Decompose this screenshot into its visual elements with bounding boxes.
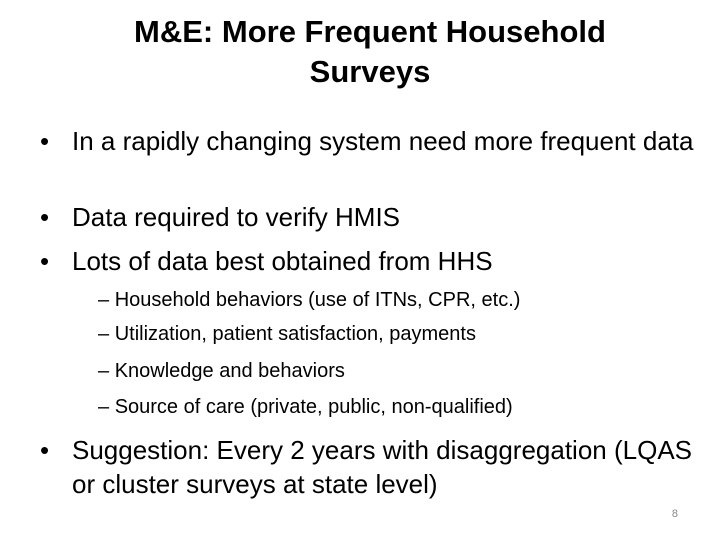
bullet-item — [40, 244, 712, 278]
slide-title-line-1: M&E: More Frequent Household — [134, 14, 606, 49]
sub-bullet-item — [98, 358, 698, 385]
dash-marker: – — [98, 396, 110, 418]
bullet-item — [40, 124, 712, 158]
slide-title — [70, 12, 670, 92]
bullet-text: In a rapidly changing system need more frequent data — [72, 126, 694, 156]
sub-bullet-text: Household behaviors (use of ITNs, CPR, etc.) — [114, 289, 521, 311]
sub-bullet-text: Utilization, patient satisfaction, payments — [114, 323, 476, 345]
bullet-item — [40, 200, 712, 234]
bullet-text: Data required to verify HMIS — [72, 202, 401, 232]
bullet-marker: • — [40, 202, 50, 232]
bullet-marker: • — [40, 435, 50, 465]
slide-title-line-2: Surveys — [309, 54, 431, 89]
dash-marker: – — [98, 289, 110, 311]
sub-bullet-item — [98, 394, 698, 421]
sub-bullet-item — [98, 321, 698, 348]
bullet-item-suggestion — [40, 433, 712, 501]
bullet-marker: • — [40, 126, 50, 156]
bullet-text: Lots of data best obtained from HHS — [72, 246, 493, 276]
page-number: 8 — [671, 508, 678, 520]
bullet-text: Suggestion: Every 2 years with disaggregation (LQAS or cluster surveys at state level) — [72, 435, 693, 499]
dash-marker: – — [98, 360, 110, 382]
sub-bullet-text: Source of care (private, public, non-qualified) — [114, 396, 513, 418]
dash-marker: – — [98, 323, 110, 345]
sub-bullet-text: Knowledge and behaviors — [114, 360, 345, 382]
sub-bullet-item — [98, 287, 698, 314]
bullet-marker: • — [40, 246, 50, 276]
